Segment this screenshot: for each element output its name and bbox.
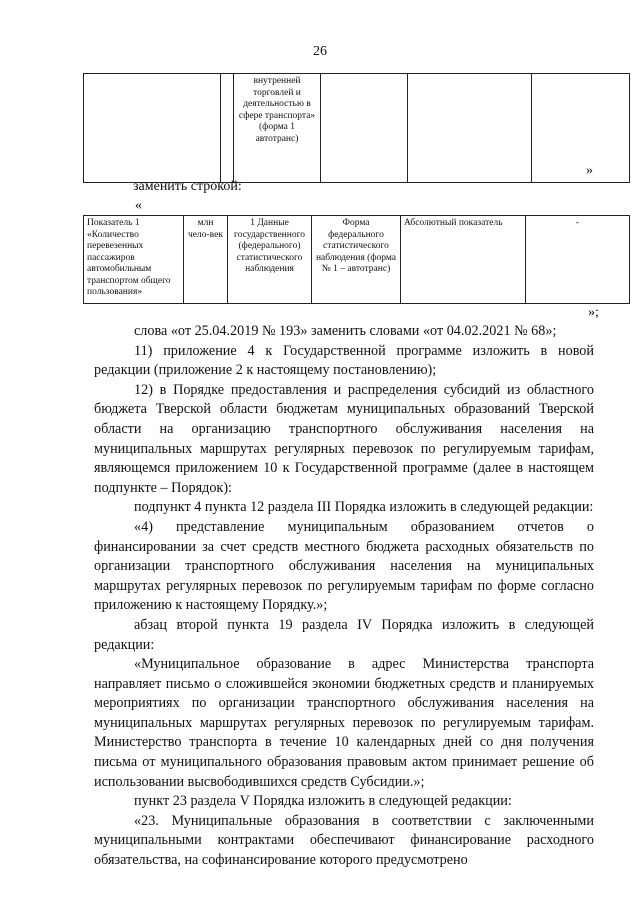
value-cell: - — [526, 216, 630, 304]
table-cell: внутренней торговлей и деятельностью в сфере транспорта» (форма 1 автотранс) — [234, 74, 321, 183]
table-cell — [408, 74, 532, 183]
paragraph: 12) в Порядке предоставления и распределения субсидий из областного бюджета Тверской области бюджетам муниципальных образований Тверской области на организацию транспортного обслуживания населения на муниципальных маршрутах регулярных перевозок по регулируемым тарифам, являющемся приложением 10 к Государственной программе (далее в настоящем подпункте – Порядок): — [94, 381, 594, 496]
table-cell — [532, 74, 630, 183]
opening-quote: « — [135, 198, 142, 213]
source-cell: 1 Данные государственного (федерального) статистического наблюдения — [228, 216, 312, 304]
paragraph: пункт 23 раздела V Порядка изложить в следующей редакции: — [134, 793, 512, 810]
closing-quote: » — [586, 163, 593, 178]
paragraph: «4) представление муниципальным образованием отчетов о финансировании за счет средств местного бюджета расходных обязательств по организации транспортного обслуживания населения на муниципальных маршрутах регулярных перевозок по регулируемым тарифам по форме согласно приложению к настоящему Порядку.»; — [94, 518, 594, 614]
table-previous-row — [83, 73, 630, 183]
type-cell: Абсолютный показатель — [401, 216, 526, 304]
table-cell — [221, 74, 234, 183]
paragraph: «Муниципальное образование в адрес Министерства транспорта направляет письмо о сложившейся экономии бюджетных средств и планируемых мероприятиях по организации транспортного обслуживания населения на муниципальных маршрутах регулярных перевозок по регулируемым тарифам. Министерство транспорта в течение 10 календарных дней со дня получения письма от муниципального образования правовым актом принимает решение об использовании высвободившихся средств Субсидии.»; — [94, 656, 594, 790]
indicator-cell: Показатель 1 «Количество перевезенных пассажиров автомобильным транспортом общего пользования» — [84, 216, 184, 304]
replace-with-row-text: заменить строкой: — [133, 179, 242, 194]
form-cell: Форма федерального статистического наблюдения (форма № 1 – автотранс) — [312, 216, 401, 304]
table-row — [84, 216, 630, 304]
paragraph: «23. Муниципальные образования в соответствии с заключенными муниципальными контрактами обеспечивают финансирование расходного обязательства, на софинансирование которого предусмотрено — [94, 812, 594, 869]
paragraph: абзац второй пункта 19 раздела IV Порядка изложить в следующей редакции: — [94, 616, 594, 653]
page-number: 26 — [313, 44, 327, 59]
unit-cell: млн чело-век — [184, 216, 228, 304]
table-new-row — [83, 215, 630, 304]
paragraph: подпункт 4 пункта 12 раздела III Порядка изложить в следующей редакции: — [134, 499, 594, 516]
closing-quote: »; — [588, 305, 599, 320]
table-row — [84, 74, 630, 183]
table-cell — [321, 74, 408, 183]
document-body — [94, 322, 594, 871]
paragraph: 11) приложение 4 к Государственной программе изложить в новой редакции (приложение 2 к настоящему постановлению); — [94, 342, 594, 379]
table-cell — [84, 74, 221, 183]
paragraph: слова «от 25.04.2019 № 193» заменить словами «от 04.02.2021 № 68»; — [134, 323, 557, 339]
